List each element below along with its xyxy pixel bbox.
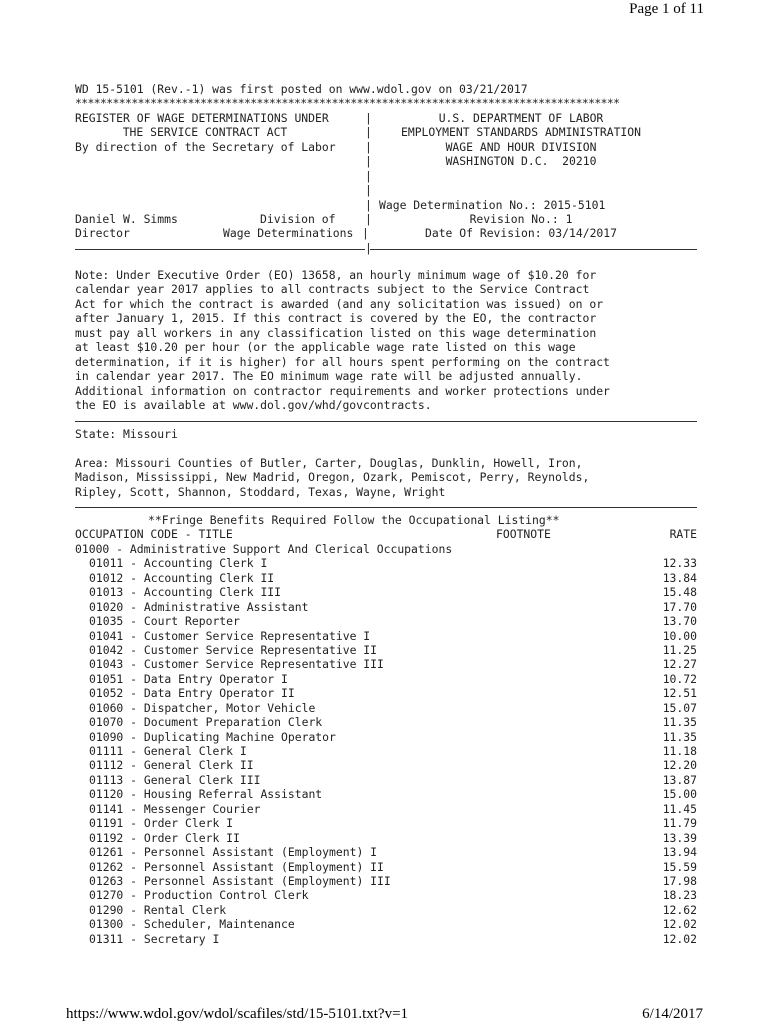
- occupation-title: 01262 - Personnel Assistant (Employment) II: [89, 859, 384, 874]
- table-row: [75, 845, 697, 859]
- occupation-group: 01000 - Administrative Support And Clerical Occupations: [75, 541, 453, 556]
- column-divider: |: [365, 197, 372, 212]
- occupation-rate: 13.70: [662, 614, 697, 629]
- header-left-line: THE SERVICE CONTRACT ACT: [122, 125, 288, 140]
- occupation-title: 01051 - Data Entry Operator I: [89, 671, 288, 686]
- table-row: [75, 715, 697, 729]
- occupation-rate: 12.02: [662, 931, 697, 946]
- occupation-title: 01041 - Customer Service Representative I: [89, 628, 371, 643]
- table-row: [75, 860, 697, 874]
- signatory-title: Director: [75, 226, 130, 241]
- occupation-title: 01013 - Accounting Clerk III: [89, 585, 282, 600]
- note-line: after January 1, 2015. If this contract is covered by the EO, the contractor: [75, 311, 597, 326]
- table-row: [75, 903, 697, 917]
- occupation-table: [75, 513, 697, 946]
- note-line: Note: Under Executive Order (EO) 13658, an hourly minimum wage of $10.20 for: [75, 268, 597, 282]
- header-right-line: U.S. DEPARTMENT OF LABOR: [438, 110, 604, 125]
- header-row-4: [75, 154, 697, 168]
- occupation-title: 01113 - General Clerk III: [89, 772, 261, 787]
- note-line: Additional information on contractor requirements and worker protections under: [75, 383, 610, 398]
- occupation-rate: 13.84: [662, 570, 697, 585]
- header-right-line: EMPLOYMENT STANDARDS ADMINISTRATION: [400, 125, 642, 140]
- table-row: [75, 600, 697, 614]
- header-row-10: [75, 241, 697, 255]
- occupation-rate: 12.27: [662, 657, 697, 672]
- column-header-rate: RATE: [669, 527, 697, 542]
- column-header-footnote: FOOTNOTE: [496, 527, 551, 542]
- header-row-5: [75, 169, 697, 183]
- signatory-name: Daniel W. Simms: [75, 211, 178, 226]
- occupation-rate: 13.94: [662, 845, 697, 860]
- column-divider: |: [365, 168, 372, 183]
- occupation-title: 01300 - Scheduler, Maintenance: [89, 917, 295, 932]
- occupation-rate: 11.25: [662, 642, 697, 657]
- area-line: Area: Missouri Counties of Butler, Carter, Douglas, Dunklin, Howell, Iron,: [75, 455, 583, 470]
- occupation-title: 01043 - Customer Service Representative III: [89, 657, 384, 672]
- division-line-1: Division of: [260, 211, 336, 226]
- column-divider: |: [365, 154, 372, 169]
- table-row: [75, 571, 697, 585]
- occupation-title: 01090 - Duplicating Machine Operator: [89, 729, 336, 744]
- column-divider: |: [365, 183, 372, 198]
- note-line: calendar year 2017 applies to all contracts subject to the Service Contract: [75, 282, 590, 297]
- occupation-rate: 15.59: [662, 859, 697, 874]
- page-number: Page 1 of 11: [629, 1, 704, 17]
- occupation-rate: 12.20: [662, 758, 697, 773]
- occupation-rate: 11.18: [662, 744, 697, 758]
- table-row: [75, 701, 697, 715]
- occupation-rate: 11.35: [662, 715, 697, 730]
- table-row: [75, 585, 697, 599]
- table-row: [75, 730, 697, 744]
- column-divider: |: [365, 211, 372, 226]
- table-row: [75, 888, 697, 902]
- wd-number: Wage Determination No.: 2015-5101: [379, 197, 606, 212]
- occupation-title: 01011 - Accounting Clerk I: [89, 556, 268, 571]
- section-divider: [75, 507, 697, 508]
- table-row: [75, 744, 697, 758]
- state-line: State: Missouri: [75, 427, 178, 441]
- occupation-rate: 12.51: [662, 686, 697, 701]
- header-left-underline: [75, 249, 365, 250]
- note-line: Act for which the contract is awarded (and any solicitation was issued) on or: [75, 296, 604, 311]
- division-line-2: Wage Determinations: [223, 226, 354, 241]
- fringe-note-text: **Fringe Benefits Required Follow the Occupational Listing**: [148, 513, 560, 527]
- section-divider: [75, 421, 697, 422]
- header-left-line: By direction of the Secretary of Labor: [75, 139, 336, 154]
- table-row: [75, 556, 697, 570]
- occupation-rate: 12.62: [662, 902, 697, 917]
- header-row-8: [75, 212, 697, 226]
- column-header-occupation: OCCUPATION CODE - TITLE: [75, 527, 233, 542]
- occupation-title: 01311 - Secretary I: [89, 931, 220, 946]
- table-row: [75, 758, 697, 772]
- revision-date: Date Of Revision: 03/14/2017: [424, 226, 618, 241]
- note-line: the EO is available at www.dol.gov/whd/govcontracts.: [75, 397, 432, 412]
- occupation-title: 01042 - Customer Service Representative II: [89, 642, 378, 657]
- occupation-title: 01263 - Personnel Assistant (Employment) III: [89, 873, 391, 888]
- occupation-rate: 12.02: [662, 917, 697, 932]
- note-line: in calendar year 2017. The EO minimum wage rate will be adjusted annually.: [75, 369, 583, 384]
- occupation-rate: 11.79: [662, 816, 697, 831]
- table-row: [75, 657, 697, 671]
- footer-date: 6/14/2017: [642, 1006, 703, 1022]
- document-header: [75, 82, 697, 255]
- table-row: [75, 816, 697, 830]
- occupation-title: 01141 - Messenger Courier: [89, 801, 261, 816]
- area-line: Ripley, Scott, Shannon, Stoddard, Texas, Wayne, Wright: [75, 484, 446, 499]
- occupation-rate: 15.48: [662, 585, 697, 600]
- table-row: [75, 672, 697, 686]
- occupation-rate: 10.00: [662, 628, 697, 643]
- occupation-title: 01070 - Document Preparation Clerk: [89, 715, 323, 730]
- note-line: determination, if it is higher) for all hours spent performing on the contract: [75, 354, 610, 369]
- occupation-title: 01191 - Order Clerk I: [89, 816, 234, 831]
- header-row-3: [75, 140, 697, 154]
- column-divider: |: [365, 110, 372, 125]
- table-row: [75, 787, 697, 801]
- occupation-rate: 15.07: [662, 700, 697, 715]
- occupation-rate: 17.98: [662, 873, 697, 888]
- occupation-title: 01035 - Court Reporter: [89, 614, 240, 629]
- header-row-2: [75, 125, 697, 139]
- table-row: [75, 629, 697, 643]
- occupation-title: 01261 - Personnel Assistant (Employment) I: [89, 845, 378, 860]
- occupation-title: 01270 - Production Control Clerk: [89, 888, 309, 903]
- header-left-line: REGISTER OF WAGE DETERMINATIONS UNDER: [75, 110, 329, 125]
- occupation-title: 01120 - Housing Referral Assistant: [89, 787, 323, 802]
- fringe-benefits-note: [75, 513, 697, 527]
- note-line: at least $10.20 per hour (or the applicable wage rate listed on this wage: [75, 340, 576, 355]
- table-row: [75, 874, 697, 888]
- table-row: [75, 917, 697, 931]
- occupation-title: 01052 - Data Entry Operator II: [89, 686, 295, 701]
- note-line: must pay all workers in any classification listed on this wage determination: [75, 325, 597, 340]
- table-row: [75, 686, 697, 700]
- occupation-rate: 18.23: [662, 888, 697, 903]
- table-row: [75, 643, 697, 657]
- table-row: [75, 831, 697, 845]
- header-right-line: WAGE AND HOUR DIVISION: [445, 139, 597, 154]
- header-right-line: WASHINGTON D.C. 20210: [445, 154, 597, 169]
- table-row: [75, 802, 697, 816]
- occupation-rate: 17.70: [662, 599, 697, 614]
- occupation-title: 01112 - General Clerk II: [89, 758, 254, 773]
- column-divider: |: [365, 125, 372, 140]
- occupation-list: [75, 556, 697, 946]
- table-row: [75, 614, 697, 628]
- occupation-title: 01192 - Order Clerk II: [89, 830, 240, 845]
- table-header: [75, 527, 697, 541]
- occupation-rate: 11.45: [662, 801, 697, 816]
- revision-number: Revision No.: 1: [469, 211, 573, 226]
- occupation-rate: 10.72: [662, 671, 697, 686]
- posting-line: WD 15-5101 (Rev.-1) was first posted on www.wdol.gov on 03/21/2017: [75, 82, 528, 96]
- column-divider: |: [362, 226, 369, 241]
- occupation-title: 01020 - Administrative Assistant: [89, 599, 309, 614]
- column-divider: |: [365, 139, 372, 154]
- header-row-7: [75, 198, 697, 212]
- area-line: Madison, Mississippi, New Madrid, Oregon, Ozark, Pemiscot, Perry, Reynolds,: [75, 470, 590, 485]
- occupation-title: 01111 - General Clerk I: [89, 744, 247, 758]
- header-row-6: [75, 183, 697, 197]
- occupation-rate: 13.87: [662, 772, 697, 787]
- occupation-title: 01290 - Rental Clerk: [89, 902, 227, 917]
- occupation-rate: 15.00: [662, 787, 697, 802]
- occupation-rate: 11.35: [662, 729, 697, 744]
- footer-url: https://www.wdol.gov/wdol/scafiles/std/15-5101.txt?v=1: [66, 1006, 409, 1022]
- eo-note: [75, 268, 697, 412]
- occupation-rate: 12.33: [662, 556, 697, 571]
- header-row-9: [75, 226, 697, 240]
- state-area-block: [75, 427, 697, 499]
- table-row: [75, 932, 697, 946]
- table-row: [75, 773, 697, 787]
- header-row-1: [75, 111, 697, 125]
- header-right-underline: [370, 249, 697, 250]
- occupation-title: 01012 - Accounting Clerk II: [89, 570, 275, 585]
- occupation-rate: 13.39: [662, 830, 697, 845]
- star-separator: ***************************************************************************************: [75, 96, 620, 111]
- column-divider: |: [365, 240, 372, 255]
- occupation-title: 01060 - Dispatcher, Motor Vehicle: [89, 700, 316, 715]
